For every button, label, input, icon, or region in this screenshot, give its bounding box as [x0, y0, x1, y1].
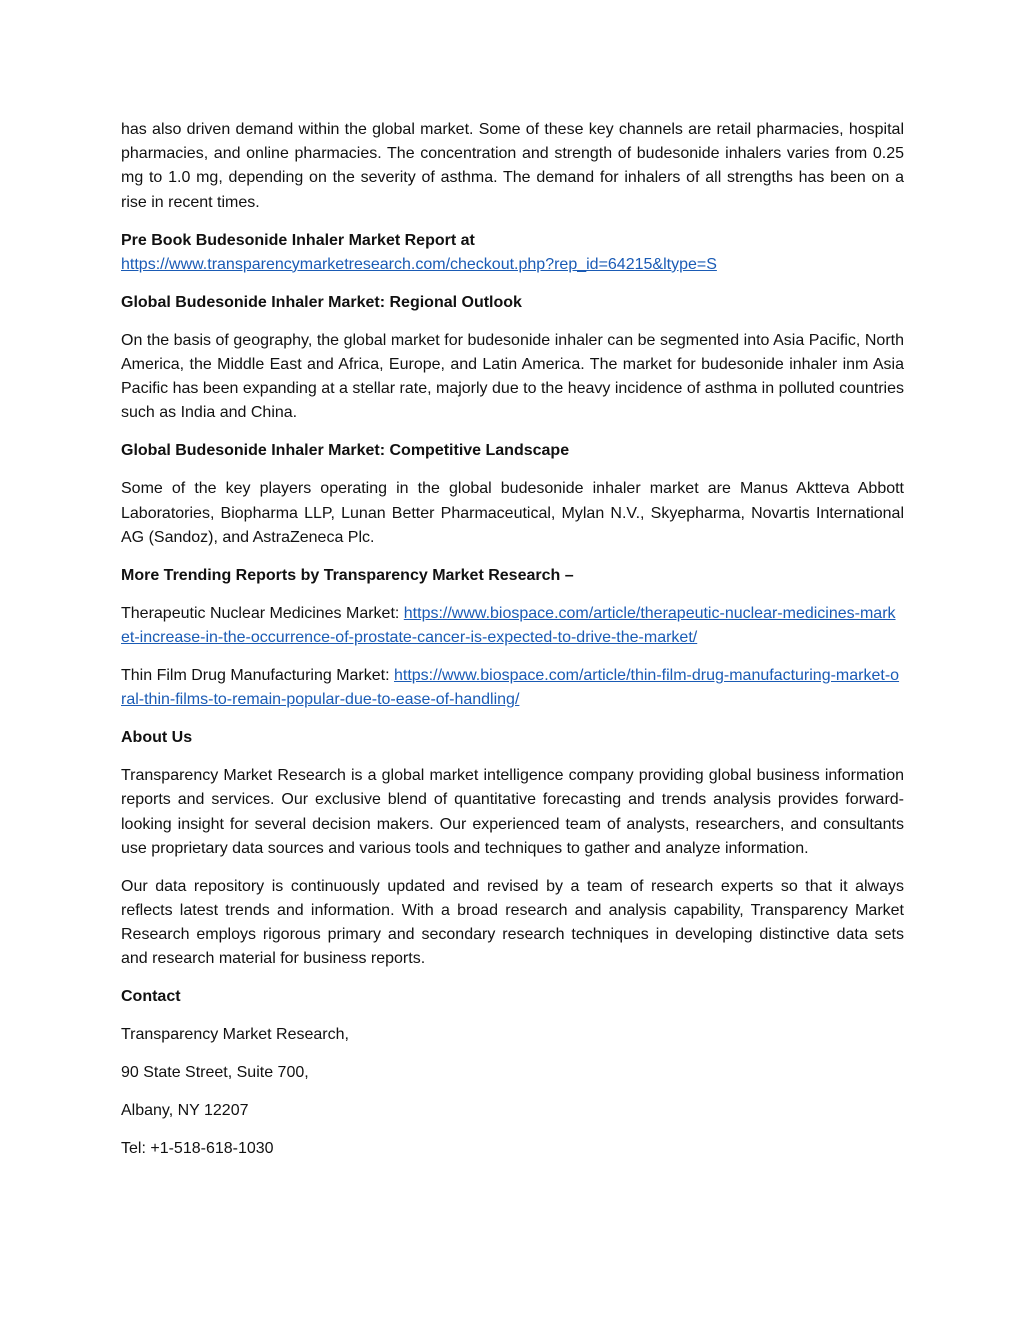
trending-heading: More Trending Reports by Transparency Market Research –: [121, 566, 574, 584]
competitive-heading: Global Budesonide Inhaler Market: Competitive Landscape: [121, 442, 570, 460]
regional-heading: Global Budesonide Inhaler Market: Regional Outlook: [121, 293, 522, 311]
prebook-link-line: [121, 253, 904, 277]
about-heading: About Us: [121, 729, 193, 747]
trending-item-label: Thin Film Drug Manufacturing Market:: [121, 667, 394, 685]
contact-tel: Tel: +1-518-618-1030: [121, 1140, 274, 1158]
competitive-paragraph: Some of the key players operating in the global budesonide inhaler market are Manus Aktteva Abbott Laboratories, Biopharma LLP, Lunan Better Pharmaceutical, Mylan N.V., Skyepharma, Novartis International AG (Sandoz), and AstraZeneca Plc.: [121, 480, 904, 546]
about-paragraph-2: Our data repository is continuously updated and revised by a team of research experts so that it always reflects latest trends and information. With a broad research and analysis capability, Transparency Market Research employs rigorous primary and secondary research techniques in developing distinctive data sets and research material for business reports.: [121, 877, 904, 968]
about-paragraph-1: Transparency Market Research is a global market intelligence company providing global business information reports and services. Our exclusive blend of quantitative forecasting and trends analysis provides forward-looking insight for several decision makers. Our experienced team of analysts, researchers, and consultants use proprietary data sources and various tools and techniques to gather and analyze information.: [121, 767, 904, 857]
contact-company: Transparency Market Research,: [121, 1026, 349, 1044]
prebook-heading-text: Pre Book Budesonide Inhaler Market Report at: [121, 231, 475, 249]
trending-item-label: Therapeutic Nuclear Medicines Market:: [121, 604, 404, 622]
contact-street: 90 State Street, Suite 700,: [121, 1064, 309, 1082]
trending-item-link[interactable]: https://www.biospace.com/article/therapeutic-nuclear-medicines-market-increase-in-the-occurrence-of-prostate-cancer-is-expected-to-drive-the-market/: [121, 604, 896, 647]
prebook-link[interactable]: https://www.transparencymarketresearch.com/checkout.php?rep_id=64215&ltype=S: [121, 255, 717, 273]
prebook-heading: [121, 229, 904, 253]
intro-paragraph: has also driven demand within the global market. Some of these key channels are retail pharmacies, hospital pharmacies, and online pharmacies. The concentration and strength of budesonide inhalers varies from 0.25 mg to 1.0 mg, depending on the severity of asthma. The demand for inhalers of all strengths has been on a rise in recent times.: [121, 121, 904, 211]
trending-item: [121, 664, 904, 712]
trending-item-link[interactable]: https://www.biospace.com/article/thin-film-drug-manufacturing-market-oral-thin-films-to-remain-popular-due-to-ease-of-handling/: [121, 667, 900, 709]
contact-heading: Contact: [121, 988, 181, 1006]
regional-paragraph: On the basis of geography, the global market for budesonide inhaler can be segmented into Asia Pacific, North America, the Middle East and Africa, Europe, and Latin America. The market for budesonide inhaler inm Asia Pacific has been expanding at a stellar rate, majorly due to the heavy incidence of asthma in polluted countries such as India and China.: [121, 331, 904, 422]
document-page: [121, 118, 904, 1175]
contact-city: Albany, NY 12207: [121, 1102, 249, 1120]
trending-item: [121, 602, 904, 650]
